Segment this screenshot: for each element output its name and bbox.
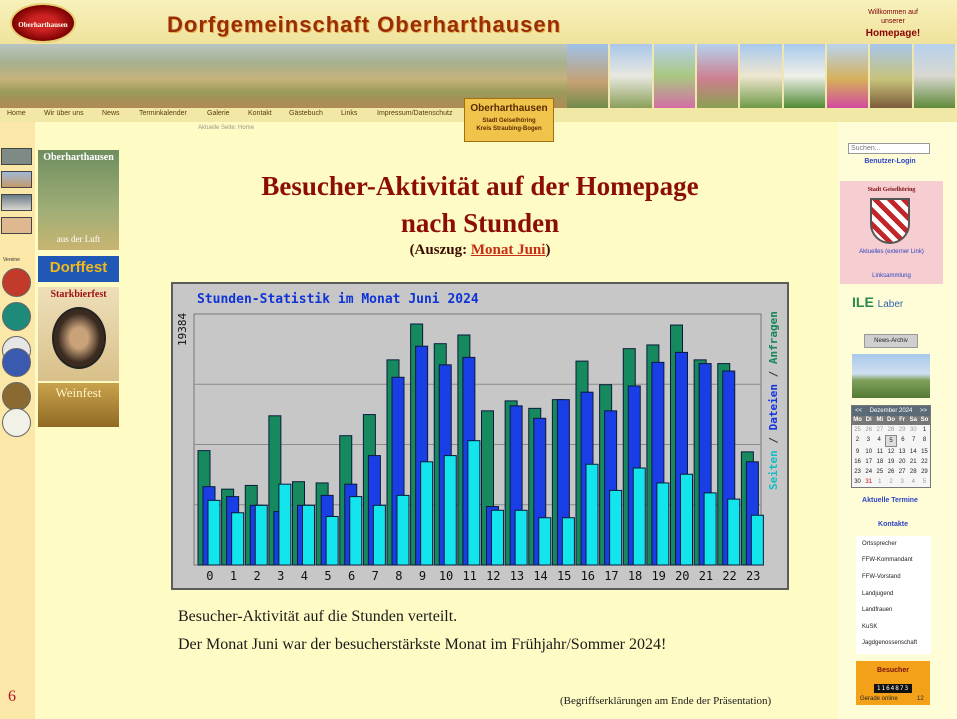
x-tick-label: 0 [206, 569, 214, 583]
calendar-day[interactable]: 5 [885, 435, 898, 447]
calendar-day[interactable]: 20 [898, 459, 906, 465]
visitor-counter-title: Besucher [877, 667, 909, 674]
calendar-header [852, 406, 930, 416]
calendar-day[interactable]: 21 [909, 459, 917, 465]
termine-link[interactable]: Aktuelle Termine [862, 497, 918, 504]
bar-seiten [421, 462, 433, 565]
nav-calendar[interactable]: Terminkalender [139, 110, 187, 117]
header [0, 0, 957, 108]
photo [567, 44, 610, 108]
hourly-chart [171, 282, 789, 590]
calendar-day[interactable]: 31 [865, 479, 873, 485]
nav-news[interactable]: News [102, 110, 120, 117]
x-tick-label: 5 [324, 569, 332, 583]
contact-item[interactable]: FFW-Kommandant [862, 557, 913, 563]
calendar-day[interactable]: 14 [909, 449, 917, 455]
calendar-days [852, 425, 930, 487]
preacher-portrait [52, 307, 106, 369]
nav-gallery[interactable]: Galerie [207, 110, 230, 117]
calendar-week [852, 457, 930, 467]
club-crest-icon[interactable] [2, 348, 31, 377]
photo [914, 44, 957, 108]
contact-item[interactable]: Landjugend [862, 591, 894, 597]
photo [654, 44, 697, 108]
x-tick-label: 18 [627, 569, 643, 583]
calendar-weekday: Mo [853, 417, 862, 423]
page-title-line2: nach Stunden [400, 208, 560, 238]
calendar-day[interactable]: 17 [865, 459, 873, 465]
bar-seiten [279, 484, 291, 565]
thumb-weinfest[interactable] [38, 383, 119, 427]
bar-seiten [539, 518, 551, 565]
calendar-week [852, 435, 930, 447]
calendar-week [852, 467, 930, 477]
thumb-starkbierfest-title: Starkbierfest [50, 289, 107, 300]
x-tick-label: 8 [395, 569, 403, 583]
contact-item[interactable]: KuSK [862, 624, 878, 630]
calendar-day[interactable]: 3 [866, 437, 870, 443]
nav-home[interactable]: Home [7, 110, 26, 117]
photo [784, 44, 827, 108]
calendar-day[interactable]: 15 [921, 449, 928, 455]
login-link[interactable]: Benutzer-Login [864, 158, 916, 165]
calendar-day[interactable]: 29 [921, 469, 928, 475]
bar-seiten [326, 517, 338, 565]
x-tick-label: 22 [722, 569, 737, 583]
calendar-day[interactable]: 25 [854, 427, 861, 433]
legend-separator: / [767, 364, 780, 385]
calendar-day[interactable]: 10 [865, 449, 873, 455]
stadt-geiselhoering-box[interactable] [840, 181, 943, 284]
contact-item[interactable]: FFW-Vorstand [862, 574, 901, 580]
online-count: 12 [917, 696, 924, 702]
bar-seiten [397, 495, 409, 565]
chart-max-label: 19384 [176, 312, 189, 346]
contact-item[interactable]: Ortssprecher [862, 541, 897, 547]
calendar-day[interactable]: 27 [876, 427, 884, 433]
calendar-day[interactable]: 22 [921, 459, 928, 465]
club-crest-icon[interactable] [2, 302, 31, 331]
calendar-weekday: Mi [876, 417, 884, 423]
calendar-day[interactable]: 1 [878, 479, 882, 485]
calendar [851, 405, 931, 488]
calendar-week [852, 477, 930, 487]
left-nav-button[interactable] [1, 148, 32, 165]
x-tick-label: 17 [604, 569, 619, 583]
calendar-day[interactable]: 2 [855, 437, 860, 443]
bar-seiten [633, 468, 645, 565]
stadt-crest-icon [870, 198, 910, 244]
chart-title: Stunden-Statistik im Monat Juni 2024 [197, 292, 479, 307]
x-tick-label: 13 [509, 569, 525, 583]
breadcrumb: Aktuelle Seite: Home [198, 125, 255, 131]
calendar-day[interactable]: 11 [876, 449, 883, 455]
welcome-text [858, 8, 928, 39]
description-line1: Besucher-Aktivität auf die Stunden verteilt. [178, 608, 458, 625]
calendar-day[interactable]: 4 [877, 437, 881, 443]
bar-seiten [492, 510, 504, 565]
calendar-day[interactable]: 27 [898, 469, 906, 475]
bar-seiten [350, 497, 362, 565]
left-nav-button[interactable] [1, 194, 32, 211]
calendar-week [852, 425, 930, 435]
calendar-day[interactable]: 30 [909, 427, 917, 433]
calendar-day[interactable]: 7 [912, 437, 916, 443]
site-logo[interactable]: Oberharthausen [10, 3, 76, 43]
online-label: Gerade online [860, 696, 898, 702]
x-tick-label: 16 [580, 569, 596, 583]
bar-seiten [255, 505, 267, 565]
location-box[interactable] [464, 98, 554, 142]
visitor-counter [856, 661, 930, 705]
calendar-weekday: Sa [909, 417, 917, 423]
photo [740, 44, 783, 108]
nav-about[interactable]: Wir über uns [44, 110, 84, 117]
kontakte-heading: Kontakte [878, 521, 908, 528]
subtitle-pre: (Auszug: [409, 242, 471, 258]
bar-seiten [515, 510, 527, 565]
calendar-day[interactable]: 1 [922, 427, 927, 433]
thumb-dorffest-title: Dorffest [49, 259, 108, 276]
x-tick-label: 3 [277, 569, 285, 583]
subtitle-post: ) [545, 242, 551, 258]
thumb-aerial[interactable] [38, 150, 119, 250]
bar-seiten [751, 515, 763, 565]
bar-seiten [728, 499, 740, 565]
bar-seiten [208, 500, 220, 565]
x-tick-label: 19 [651, 569, 666, 583]
photo [610, 44, 653, 108]
calendar-day[interactable]: 26 [865, 427, 873, 433]
thumb-weinfest-title: Weinfest [55, 385, 102, 400]
vereine-label: Vereine [3, 257, 20, 263]
bar-seiten [586, 464, 598, 565]
description-line2: Der Monat Juni war der besucherstärkste Monat im Frühjahr/Sommer 2024! [178, 636, 667, 653]
calendar-weekday: Do [886, 417, 895, 423]
ile-laber-logo[interactable] [852, 294, 903, 310]
x-tick-label: 23 [745, 569, 761, 583]
bar-seiten [468, 441, 480, 565]
page-subtitle [180, 242, 780, 259]
calendar-month: Dezember 2024 [869, 408, 913, 414]
calendar-day[interactable]: 23 [854, 469, 861, 475]
x-tick-label: 15 [556, 569, 572, 583]
calendar-day[interactable]: 29 [898, 427, 906, 433]
location-name: Oberharthausen [470, 103, 548, 114]
stadt-links-link[interactable]: Linksammlung [872, 273, 911, 279]
calendar-day[interactable]: 5 [922, 479, 927, 485]
calendar-day[interactable]: 25 [876, 469, 884, 475]
bar-seiten [704, 493, 716, 565]
page-title [180, 168, 780, 242]
church-photo[interactable] [852, 354, 930, 398]
month-link[interactable]: Monat Juni [470, 242, 546, 258]
welcome-small: Willkommen auf unserer [868, 9, 918, 25]
thumb-dorffest[interactable] [38, 256, 119, 282]
chart-canvas [173, 284, 787, 588]
contact-item[interactable]: Jagdgenossenschaft [862, 640, 918, 646]
ile-laber-text: Laber [877, 299, 904, 310]
chart-legend [767, 311, 780, 490]
thumb-starkbierfest[interactable] [38, 287, 119, 381]
bar-seiten [610, 490, 622, 565]
club-crest-icon[interactable] [2, 408, 31, 437]
calendar-day[interactable]: 6 [901, 437, 905, 443]
calendar-day[interactable]: 3 [900, 479, 904, 485]
calendar-prev-button[interactable]: << [855, 408, 863, 414]
bar-seiten [232, 513, 244, 565]
site-title: Dorfgemeinschaft Oberharthausen [167, 12, 562, 37]
x-tick-label: 11 [462, 569, 477, 583]
x-tick-label: 1 [229, 569, 238, 583]
bar-seiten [373, 505, 385, 565]
photo [870, 44, 913, 108]
visitor-count: 1164873 [874, 684, 912, 693]
nav-links[interactable]: Links [341, 110, 358, 117]
calendar-day[interactable]: 28 [909, 469, 917, 475]
calendar-weekday: So [920, 417, 929, 423]
thumb-aerial-title: Oberharthausen [43, 152, 114, 163]
legend-separator: / [767, 430, 780, 451]
ile-text: ILE [852, 294, 874, 310]
calendar-weekdays [852, 416, 930, 425]
location-district: Kreis Straubing-Bogen [476, 126, 542, 132]
calendar-week [852, 447, 930, 457]
x-tick-label: 21 [698, 569, 714, 583]
calendar-day[interactable]: 9 [855, 449, 860, 455]
legend-seiten: Seiten [767, 450, 780, 490]
left-nav-button[interactable] [1, 171, 32, 188]
calendar-day[interactable]: 30 [854, 479, 861, 485]
nav-guestbook[interactable]: Gästebuch [289, 110, 323, 117]
x-tick-label: 7 [371, 569, 379, 583]
nav-contact[interactable]: Kontakt [248, 110, 272, 117]
calendar-day[interactable]: 28 [887, 427, 895, 433]
contact-item[interactable]: Landfrauen [862, 607, 893, 613]
x-tick-label: 10 [438, 569, 454, 583]
photo-strip [567, 44, 957, 108]
left-nav-button[interactable] [1, 217, 32, 234]
news-archive-button[interactable]: News-Archiv [864, 334, 918, 348]
calendar-day[interactable]: 8 [922, 437, 927, 443]
calendar-day[interactable]: 26 [887, 469, 895, 475]
location-town: Stadt Geiselhöring [482, 118, 536, 124]
calendar-day[interactable]: 2 [889, 479, 893, 485]
bar-seiten [681, 474, 693, 565]
thumb-aerial-caption: aus der Luft [56, 234, 101, 244]
x-tick-label: 14 [533, 569, 548, 583]
stadt-aktuell-link[interactable]: Aktuelles (externer Link) [859, 249, 924, 255]
calendar-day[interactable]: 4 [911, 479, 915, 485]
x-tick-label: 20 [675, 569, 690, 583]
calendar-weekday: Fr [899, 417, 906, 423]
legend-anfragen: Anfragen [767, 311, 780, 365]
welcome-big: Homepage! [865, 28, 921, 39]
calendar-day[interactable]: 16 [854, 459, 861, 465]
nav-imprint[interactable]: Impressum/Datenschutz [377, 110, 453, 117]
x-tick-label: 4 [300, 569, 308, 583]
legend-dateien: Dateien [767, 384, 780, 431]
x-tick-label: 6 [347, 569, 356, 583]
calendar-weekday: Di [865, 417, 872, 423]
x-tick-label: 9 [418, 569, 427, 583]
x-tick-label: 12 [486, 569, 501, 583]
bar-seiten [562, 518, 574, 565]
calendar-next-button[interactable]: >> [919, 408, 927, 414]
stadt-title: Stadt Geiselhöring [867, 187, 916, 193]
footnote: (Begriffserklärungen am Ende der Präsentation) [560, 695, 772, 707]
search-input[interactable] [848, 143, 930, 154]
club-crest-icon[interactable] [2, 268, 31, 297]
page-title-line1: Besucher-Aktivität auf der Homepage [261, 171, 699, 201]
bar-seiten [657, 483, 669, 565]
location-sub [465, 117, 553, 133]
photo [827, 44, 870, 108]
calendar-day[interactable]: 19 [887, 459, 895, 465]
photo [697, 44, 740, 108]
calendar-day[interactable]: 12 [887, 449, 895, 455]
calendar-day[interactable]: 13 [898, 449, 906, 455]
calendar-day[interactable]: 18 [876, 459, 884, 465]
calendar-day[interactable]: 24 [865, 469, 873, 475]
bar-seiten [303, 505, 315, 565]
club-crest-icon[interactable] [2, 382, 31, 411]
contact-list [856, 536, 931, 654]
slide-number: 6 [8, 688, 16, 705]
x-tick-label: 2 [253, 569, 261, 583]
bar-seiten [444, 456, 456, 565]
